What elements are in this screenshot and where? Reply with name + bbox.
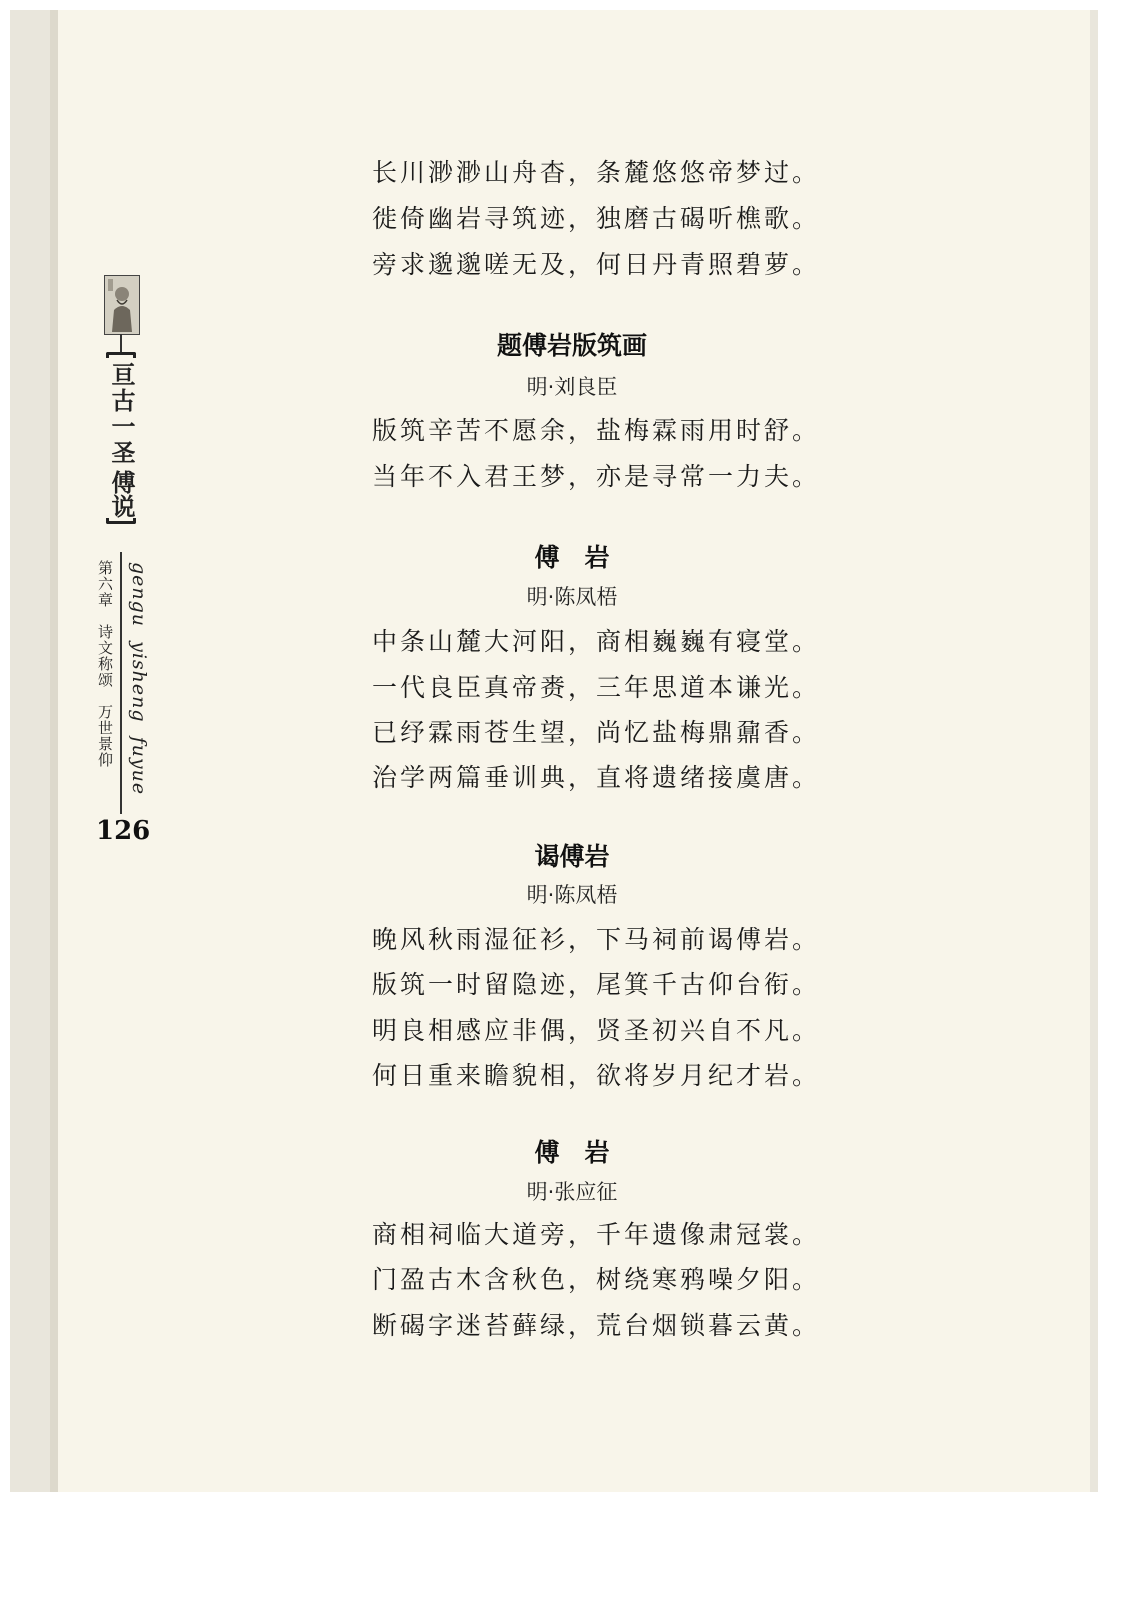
page-number: 126 — [96, 816, 151, 846]
poem-line: 旁求邈邈嗟无及，何日丹青照碧萝。 — [372, 250, 821, 279]
poem-line: 明良相感应非偶，贤圣初兴自不凡。 — [372, 1016, 821, 1045]
poem-line: 版筑辛苦不愿余，盐梅霖雨用时舒。 — [372, 416, 821, 445]
poem-title: 题傅岩版筑画 — [496, 331, 647, 360]
sidebar-rule — [120, 552, 122, 814]
poem-line: 晚风秋雨湿征衫，下马祠前谒傅岩。 — [372, 925, 821, 954]
sidebar-connector — [120, 334, 122, 352]
poem-title: 谒傅岩 — [534, 842, 610, 871]
poem-title: 傅 岩 — [534, 543, 610, 572]
poem-line: 版筑一时留隐迹，尾箕千古仰台衔。 — [372, 970, 821, 999]
poem-line: 商相祠临大道旁，千年遗像肃冠裳。 — [372, 1220, 821, 1249]
poem-line: 已纾霖雨苍生望，尚忆盐梅鼎鼐香。 — [372, 718, 821, 747]
poem-title: 傅 岩 — [534, 1138, 610, 1167]
chapter-title: 第六章 诗文称颂 万世景仰 — [96, 560, 114, 768]
poem-author: 明·陈凤梧 — [526, 883, 618, 907]
series-heading — [104, 352, 138, 548]
poem-line: 治学两篇垂训典，直将遗绪接虞唐。 — [372, 763, 821, 792]
poem-line: 长川渺渺山舟杳，条麓悠悠帝梦过。 — [372, 158, 821, 187]
poem-line: 门盈古木含秋色，树绕寒鸦噪夕阳。 — [372, 1265, 821, 1294]
series-title: 亘古一圣 — [107, 362, 135, 466]
binding-edge — [50, 10, 58, 1492]
poem-author: 明·张应征 — [526, 1180, 618, 1204]
bracket-top — [106, 352, 136, 358]
sage-portrait-icon — [104, 275, 140, 335]
poem-line: 何日重来瞻貌相，欲将岁月纪才岩。 — [372, 1061, 821, 1090]
poem-author: 明·陈凤梧 — [526, 585, 618, 609]
series-subtitle: 傅说 — [107, 470, 135, 518]
series-pinyin: gengu yisheng fuyue — [128, 562, 150, 796]
poem-line: 徙倚幽岩寻筑迹，独磨古碣听樵歌。 — [372, 204, 821, 233]
poem-author: 明·刘良臣 — [526, 375, 618, 399]
poem-line: 当年不入君王梦，亦是寻常一力夫。 — [372, 462, 821, 491]
poem-line: 断碣字迷苔藓绿，荒台烟锁暮云黄。 — [372, 1311, 821, 1340]
bracket-bottom — [106, 518, 136, 524]
poem-line: 一代良臣真帝赉，三年思道本谦光。 — [372, 673, 821, 702]
poem-line: 中条山麓大河阳，商相巍巍有寝堂。 — [372, 627, 821, 656]
